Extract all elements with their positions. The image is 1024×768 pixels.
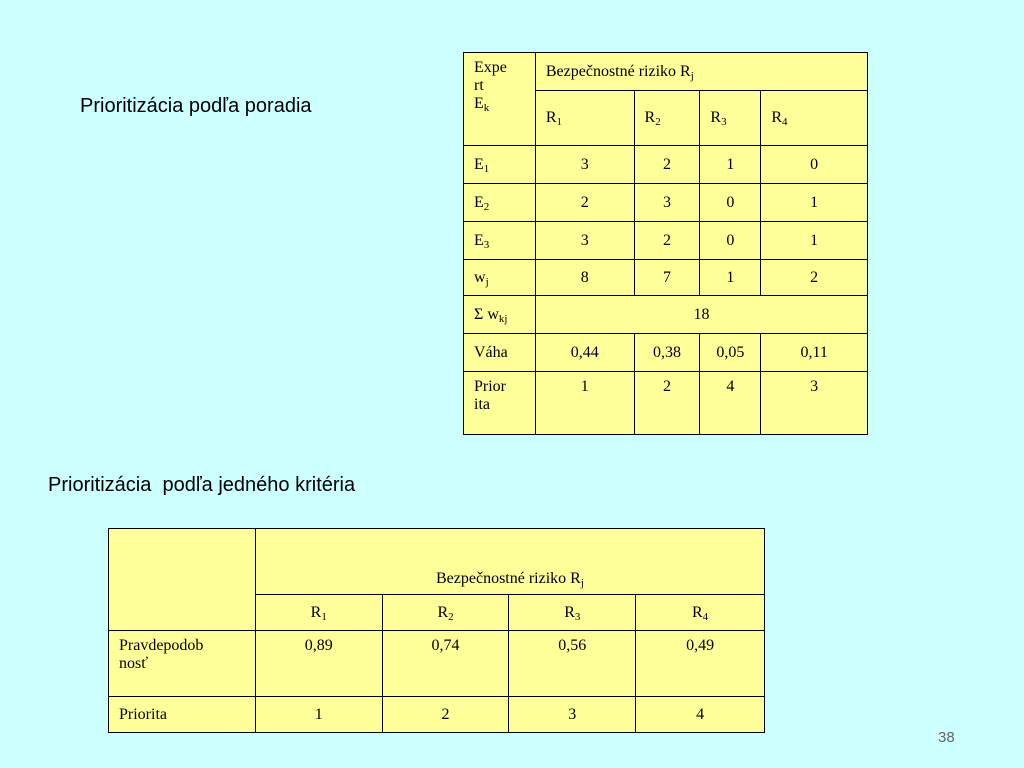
row-label: Prior ita xyxy=(464,372,536,435)
risk-header: $R_2$ xyxy=(382,595,509,631)
row-label: Priorita xyxy=(109,697,256,733)
row-label: Váha xyxy=(464,334,536,372)
row-label: Σ $w_{kj}$ xyxy=(464,296,536,334)
table-cell: 4 xyxy=(700,372,761,435)
table-cell: 8 xyxy=(535,260,634,296)
page-number: 38 xyxy=(938,729,955,746)
table-cell: 3 xyxy=(761,372,868,435)
heading-priority-by-rank: Prioritizácia podľa poradia xyxy=(80,95,312,117)
risk-group-header: Bezpečnostné riziko $R_j$ xyxy=(255,529,764,595)
risk-header: $R_1$ xyxy=(535,91,634,146)
table-cell: 1 xyxy=(761,222,868,260)
table-cell: 2 xyxy=(761,260,868,296)
risk-header: $R_4$ xyxy=(636,595,765,631)
risk-group-header: Bezpečnostné riziko $R_j$ xyxy=(535,53,867,91)
table-cell: 0 xyxy=(761,146,868,184)
expert-corner-cell: Expe rt $E_k$ xyxy=(464,53,536,146)
row-label: $E_1$ xyxy=(464,146,536,184)
rank-table xyxy=(463,52,868,435)
table-cell: 0,49 xyxy=(636,631,765,697)
heading-priority-by-criterion: Prioritizácia podľa jedného kritéria xyxy=(48,474,356,496)
table-cell: 4 xyxy=(636,697,765,733)
table-cell: 2 xyxy=(382,697,509,733)
table-cell: 0,05 xyxy=(700,334,761,372)
table-cell: 2 xyxy=(634,222,700,260)
table-row xyxy=(109,631,765,697)
table-row xyxy=(464,184,868,222)
table-row xyxy=(109,697,765,733)
risk-header: $R_3$ xyxy=(509,595,636,631)
risk-header: $R_3$ xyxy=(700,91,761,146)
table-cell: 0 xyxy=(700,184,761,222)
sum-cell: 18 xyxy=(535,296,867,334)
table-row xyxy=(464,296,868,334)
risk-header: $R_2$ xyxy=(634,91,700,146)
table-row xyxy=(464,146,868,184)
table-cell: 1 xyxy=(700,146,761,184)
table-row xyxy=(464,260,868,296)
table-row xyxy=(464,334,868,372)
table-cell: 3 xyxy=(509,697,636,733)
risk-header: $R_1$ xyxy=(255,595,382,631)
table-cell: 0,56 xyxy=(509,631,636,697)
table-cell: 0,74 xyxy=(382,631,509,697)
table-cell: 1 xyxy=(700,260,761,296)
table-cell: 3 xyxy=(634,184,700,222)
risk-header: $R_4$ xyxy=(761,91,868,146)
table-row xyxy=(464,372,868,435)
table-cell: 3 xyxy=(535,146,634,184)
table-cell: 1 xyxy=(535,372,634,435)
table-cell: 0,11 xyxy=(761,334,868,372)
empty-corner-cell xyxy=(109,529,256,631)
table-cell: 0,89 xyxy=(255,631,382,697)
table-cell: 2 xyxy=(535,184,634,222)
table-cell: 2 xyxy=(634,146,700,184)
row-label: $w_j$ xyxy=(464,260,536,296)
table-cell: 3 xyxy=(535,222,634,260)
table-cell: 2 xyxy=(634,372,700,435)
criterion-table xyxy=(108,528,765,733)
row-label: $E_3$ xyxy=(464,222,536,260)
table-row xyxy=(464,222,868,260)
table-cell: 7 xyxy=(634,260,700,296)
table-cell: 1 xyxy=(761,184,868,222)
table-cell: 1 xyxy=(255,697,382,733)
row-label: $E_2$ xyxy=(464,184,536,222)
table-cell: 0 xyxy=(700,222,761,260)
table-cell: 0,44 xyxy=(535,334,634,372)
table-cell: 0,38 xyxy=(634,334,700,372)
row-label: Pravdepodob nosť xyxy=(109,631,256,697)
